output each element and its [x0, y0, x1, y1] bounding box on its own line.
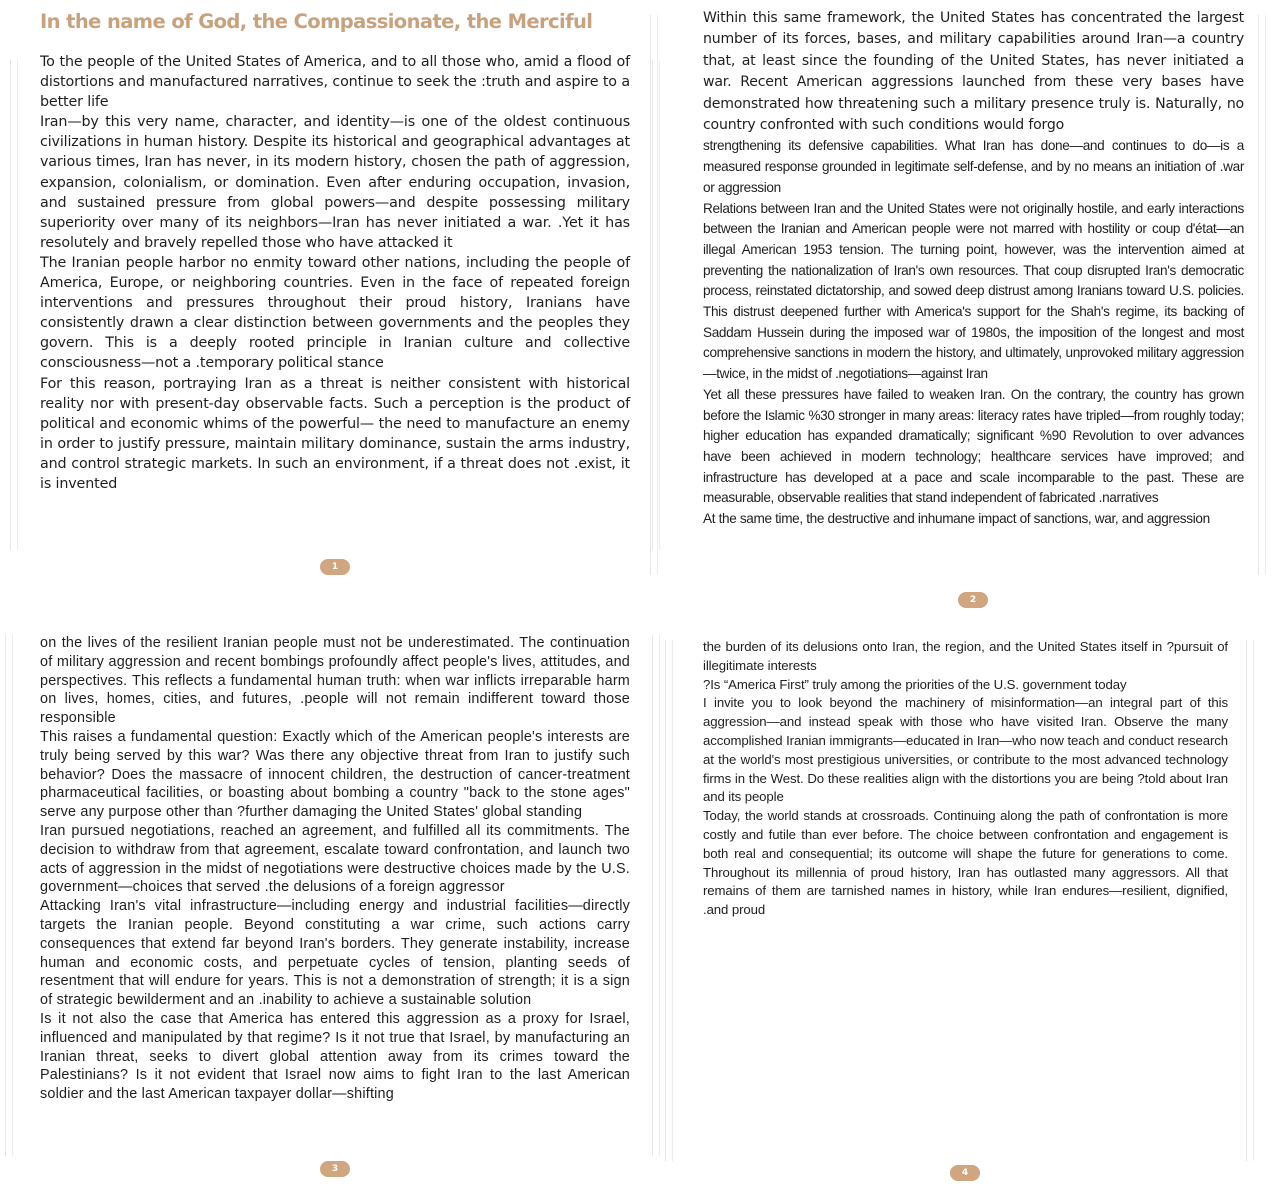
document-title: In the name of God, the Compassionate, the Merciful [40, 10, 593, 33]
page-4 [650, 630, 1278, 1191]
page-2-body [703, 8, 1244, 530]
paragraph: Within this same framework, the United States has concentrated the largest number of its forces, bases, and military capabilities around Iran—a country that, at least since the founding of the United States, has never initiated a war. Recent American aggressions launched from these very bases have demonstrated how threatening such a military presence truly is. Naturally, no country confronted with such conditions would forgo [703, 10, 1244, 134]
page-3 [0, 630, 650, 1191]
paragraph: For this reason, portraying Iran as a threat is neither consistent with historical reality nor with present-day observable facts. Such a perception is the product of political and economic whims of the powerful— the need to manufacture an enemy in order to justify pressure, maintain military dominance, sustain the arms industry, and control strategic markets. In such an environment, if a threat does not .exist, it is invented [40, 375, 630, 492]
page-number-badge: 1 [320, 559, 350, 575]
paragraph: Iran—by this very name, character, and identity—is one of the oldest continuous civilizations in human history. Despite its historical and geographical advantages at various times, Iran has never, in its modern history, chosen the path of aggression, expansion, colonialism, or domination. Even after enduring occupation, invasion, and sustained pressure from global powers—and despite possessing military superiority over many of its neighbors—Iran has never initiated a war. .Yet it has resolutely and bravely repelled those who have attacked it [40, 114, 630, 251]
page-1 [0, 0, 640, 590]
page-1-body [40, 52, 630, 494]
page-number-badge: 3 [320, 1161, 350, 1177]
paragraph: Yet all these pressures have failed to weaken Iran. On the contrary, the country has grown before the Islamic %30 stronger in many areas: literacy rates have tripled—from roughly today; higher education has expanded dramatically; significant %90 Revolution to over advances have been achieved in modern technology; healthcare services have improved; and infrastructure has developed at a pace and scale incomparable to the past. These are measurable, observable realities that stand independent of fabricated .narratives [703, 386, 1244, 506]
page-border-left [665, 640, 673, 1161]
page-3-body [40, 634, 630, 1104]
paragraph: Today, the world stands at crossroads. Continuing along the path of confrontation is more costly and futile than ever before. The choice between confrontation and engagement is both real and consequential; its outcome will shape the future for generations to come. Throughout its millennia of proud history, Iran has outlasted many aggressors. All that remains of them are tarnished names in history, while Iran endures—resilient, dignified, .and proud [703, 808, 1228, 918]
page-border-left [650, 15, 658, 575]
paragraph: the burden of its delusions onto Iran, the region, and the United States itself in ?pursuit of illegitimate interests [703, 639, 1228, 673]
page-border-left [10, 60, 18, 550]
paragraph: Iran pursued negotiations, reached an agreement, and fulfilled all its commitments. The decision to withdraw from that agreement, escalate toward confrontation, and launch two acts of aggression in the midst of negotiations were destructive choices made by the U.S. government—choices that served .the delusions of a foreign aggressor [40, 822, 630, 896]
page-2 [640, 0, 1278, 620]
page-border-left [5, 635, 13, 1156]
page-number-badge: 2 [958, 592, 988, 608]
paragraph: Attacking Iran's vital infrastructure—including energy and industrial facilities—directly targets the Iranian people. Beyond constituting a war crime, such actions carry consequences that extend far beyond Iran's borders. They generate instability, increase human and economic costs, and perpetuate cycles of tension, planting seeds of resentment that will endure for years. This is not a demonstration of strength; it is a sign of strategic bewilderment and an .inability to achieve a sustainable solution [40, 898, 630, 1009]
page-4-body [703, 638, 1228, 920]
paragraph: on the lives of the resilient Iranian people must not be underestimated. The continuation of military aggression and recent bombings profoundly affect people's lives, attitudes, and perspectives. This reflects a fundamental human truth: when war inflicts irreparable harm on lives, homes, cities, and futures, .people will not remain indifferent toward those responsible [40, 635, 630, 727]
paragraph: strengthening its defensive capabilities. What Iran has done—and continues to do—is a measured response grounded in legitimate self-defense, and by no means an initiation of .war or aggression [703, 138, 1244, 195]
paragraph: At the same time, the destructive and inhumane impact of sanctions, war, and aggression [703, 511, 1210, 527]
paragraph: I invite you to look beyond the machinery of misinformation—an integral part of this aggression—and instead speak with those who have visited Iran. Observe the many accomplished Iranian immigrants—educated in Iran—who now teach and conduct research at the world's most prestigious universities, or contribute to the most advanced technology firms in the West. Do these realities align with the distortions you are being ?told about Iran and its people [703, 695, 1228, 805]
paragraph: ?Is “America First” truly among the priorities of the U.S. government today [703, 676, 1127, 692]
page-number-badge: 4 [950, 1165, 980, 1181]
paragraph: To the people of the United States of America, and to all those who, amid a flood of distortions and manufactured narratives, continue to seek the :truth and aspire to a better life [40, 54, 630, 111]
page-border-right [1246, 640, 1254, 1161]
page-border-right [1258, 15, 1266, 575]
paragraph: Relations between Iran and the United States were not originally hostile, and early interactions between the Iranian and American people were not marred with hostility or coup d'état—an illegal American 1953 tension. The turning point, however, was the intervention aimed at preventing the nationalization of Iran's own resources. That coup disrupted Iran's democratic process, reinstated dictatorship, and sowed deep distrust among Iranians toward U.S. policies. This distrust deepened further with America's support for the Shah's regime, its backing of Saddam Hussein during the imposed war of 1980s, the imposition of the longest and most comprehensive sanctions in modern the history, and ultimately, unprovoked military aggression—twice, in the midst of .negotiations—against Iran [703, 200, 1244, 382]
paragraph: The Iranian people harbor no enmity toward other nations, including the people of America, Europe, or neighboring countries. Even in the face of repeated foreign interventions and pressures throughout their proud history, Iranians have consistently drawn a clear distinction between governments and the peoples they govern. This is a deeply rooted principle in Iranian culture and collective consciousness—not a .temporary political stance [40, 254, 630, 372]
paragraph: Is it not also the case that America has entered this aggression as a proxy for Israel, influenced and manipulated by that regime? Is it not true that Israel, by manufacturing an Iranian threat, seeks to divert global attention away from its crimes toward the Palestinians? Is it not evident that Israel now aims to fight Iran to the last American soldier and the last American taxpayer dollar—shifting [40, 1010, 630, 1103]
paragraph: This raises a fundamental question: Exactly which of the American people's interests are truly being served by this war? Was there any objective threat from Iran to justify such behavior? Does the massacre of innocent children, the destruction of cancer-treatment pharmaceutical facilities, or boasting about bombing a country "back to the stone ages" serve any purpose other than ?further damaging the United States' global standing [40, 728, 630, 821]
